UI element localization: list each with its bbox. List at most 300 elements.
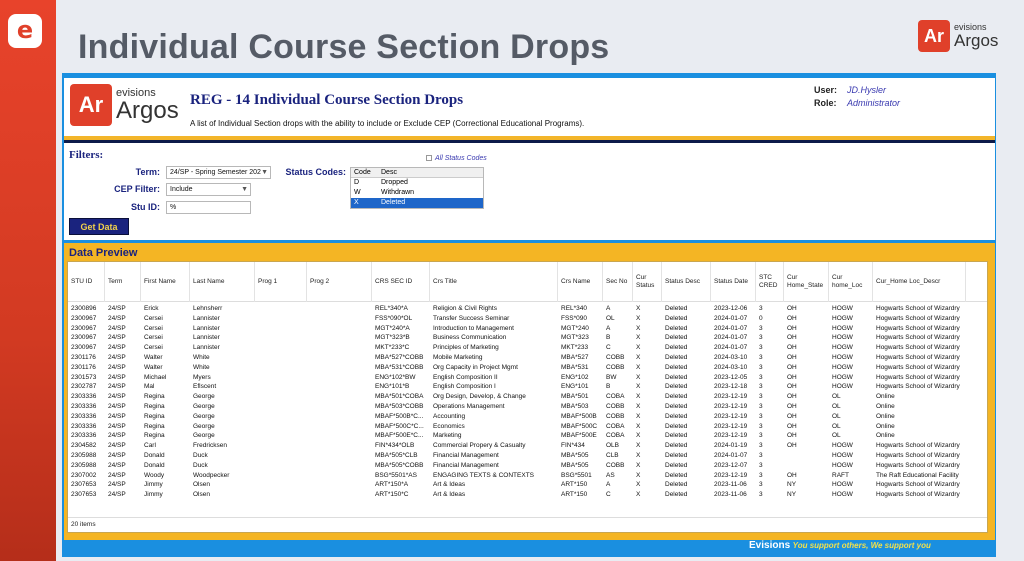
table-cell: 2023-12-19 [714, 403, 748, 410]
table-cell: Hogwarts School of Wizardry [876, 354, 960, 361]
table-cell: Regina [144, 393, 165, 401]
table-row[interactable] [68, 353, 987, 363]
table-cell: 24/SP [108, 373, 126, 381]
cep-filter-label: CEP Filter: [114, 184, 160, 194]
table-row[interactable] [68, 412, 987, 422]
status-option-withdrawn[interactable]: W Withdrawn [354, 189, 415, 196]
table-row[interactable] [68, 471, 987, 481]
table-cell: 24/SP [108, 481, 126, 489]
table-cell: X [636, 491, 641, 499]
table-cell: Mobile Marketing [433, 354, 483, 361]
table-cell: Art & Ideas [433, 491, 466, 499]
table-cell: X [636, 461, 641, 469]
table-cell: Hogwarts School of Wizardry [876, 344, 960, 352]
column-header[interactable]: STU ID [68, 262, 105, 302]
table-cell: REL*340 [561, 305, 588, 312]
table-cell: 2023-12-19 [714, 393, 748, 401]
table-cell: Regina [144, 412, 165, 420]
table-cell: George [193, 412, 215, 420]
table-cell: Hogwarts School of Wizardry [876, 383, 960, 391]
table-row[interactable] [68, 402, 987, 412]
table-cell: 2304582 [71, 442, 97, 450]
table-cell: X [636, 422, 641, 430]
table-cell: Hogwarts School of Wizardry [876, 324, 960, 332]
table-cell: Art & Ideas [433, 481, 466, 489]
table-cell: Deleted [665, 373, 688, 381]
table-cell: The Raft Educational Facility [876, 471, 959, 479]
table-cell: ART*150 [561, 481, 588, 489]
checkbox-icon [426, 155, 432, 161]
table-cell: Walter [144, 363, 163, 371]
table-cell: 3 [759, 442, 763, 450]
table-cell: OH [787, 334, 797, 342]
table-cell: 2023-12-06 [714, 305, 748, 312]
table-cell: 2303336 [71, 403, 97, 410]
report-argos-logo [70, 84, 179, 126]
table-cell: 2303336 [71, 422, 97, 430]
table-cell: OL [832, 422, 841, 430]
table-cell: Lehnsherr [193, 305, 223, 312]
filters-title: Filters: [69, 149, 104, 161]
status-codes-label: Status Codes: [285, 167, 346, 177]
table-cell: A [606, 305, 611, 312]
table-cell: OH [787, 383, 797, 391]
table-cell: 24/SP [108, 442, 126, 450]
table-cell: OLB [606, 442, 620, 450]
table-cell: 2300967 [71, 334, 97, 342]
status-option-deleted[interactable]: X Deleted [351, 198, 483, 208]
column-header[interactable]: Status Date [711, 262, 756, 302]
table-cell: 3 [759, 305, 763, 312]
table-cell: Org Capacity in Project Mgmt [433, 363, 518, 371]
table-cell: Deleted [665, 442, 688, 450]
table-cell: FSS*090*OL [375, 314, 413, 322]
table-cell: Woody [144, 471, 165, 479]
report-window [64, 78, 995, 540]
table-cell: COBB [606, 461, 625, 469]
table-cell: HOGW [832, 383, 853, 391]
table-cell: Woodpecker [193, 471, 230, 479]
table-cell: X [636, 471, 641, 479]
argos-logo-small: evisions [954, 22, 987, 32]
table-row[interactable] [68, 304, 987, 314]
table-cell: 24/SP [108, 471, 126, 479]
table-cell: 3 [759, 412, 763, 420]
table-row[interactable] [68, 324, 987, 334]
table-cell: George [193, 393, 215, 401]
table-cell: MGT*323*B [375, 334, 410, 342]
table-cell: COBB [606, 363, 625, 371]
table-cell: 3 [759, 403, 763, 410]
table-cell: MBA*505*COBB [375, 461, 424, 469]
table-cell: MKT*233 [561, 344, 589, 352]
column-header[interactable]: Crs Name [558, 262, 603, 302]
table-row[interactable] [68, 363, 987, 373]
table-row[interactable] [68, 441, 987, 451]
table-cell: Deleted [665, 314, 688, 322]
table-cell: MBAF*500E [561, 432, 597, 440]
table-cell: 2307653 [71, 481, 97, 489]
table-cell: MBAF*500C*C... [375, 422, 424, 430]
table-cell: COBA [606, 422, 625, 430]
table-cell: BSG*5501*AS [375, 471, 417, 479]
table-row[interactable] [68, 431, 987, 441]
table-cell: C [606, 344, 611, 352]
column-header[interactable]: STC CRED [756, 262, 784, 302]
table-cell: Hogwarts School of Wizardry [876, 373, 960, 381]
table-cell: MGT*240*A [375, 324, 410, 332]
report-subtitle: A list of Individual Section drops with the ability to include or Exclude CEP (Correctional Educational Programs). [190, 119, 585, 128]
table-cell: ART*150*A [375, 481, 409, 489]
table-cell: 3 [759, 432, 763, 440]
table-cell: Deleted [665, 481, 688, 489]
table-row[interactable] [68, 451, 987, 461]
table-cell: 2302787 [71, 383, 97, 391]
table-cell: 2024-01-07 [714, 344, 748, 352]
data-preview-title: Data Preview [69, 247, 138, 259]
column-header[interactable]: Last Name [190, 262, 255, 302]
table-cell: Regina [144, 422, 165, 430]
role-label: Role: [814, 98, 837, 108]
table-cell: Hogwarts School of Wizardry [876, 491, 960, 499]
all-status-codes-checkbox[interactable]: All Status Codes [426, 155, 487, 162]
table-cell: X [636, 432, 641, 440]
table-row[interactable] [68, 490, 987, 500]
chevron-down-icon: ▼ [261, 169, 268, 176]
report-header [64, 78, 995, 136]
column-header[interactable]: Status Desc [662, 262, 711, 302]
table-row[interactable] [68, 314, 987, 324]
table-cell: OH [787, 393, 797, 401]
table-row[interactable] [68, 373, 987, 383]
table-cell: MGT*240 [561, 324, 589, 332]
table-cell: Olsen [193, 481, 210, 489]
table-cell: Business Communication [433, 334, 507, 342]
table-cell: OL [832, 432, 841, 440]
table-cell: MBAF*500B*C... [375, 412, 424, 420]
table-cell: 3 [759, 452, 763, 459]
table-cell: Online [876, 422, 895, 430]
status-col-desc: Desc [381, 169, 397, 176]
table-cell: X [636, 314, 641, 322]
table-cell: Myers [193, 373, 211, 381]
table-cell: 3 [759, 471, 763, 479]
table-cell: 2301176 [71, 363, 96, 371]
table-cell: X [636, 354, 641, 361]
table-cell: 2303336 [71, 393, 97, 401]
table-cell: NY [787, 481, 797, 489]
table-cell: A [606, 481, 611, 489]
table-cell: Operations Management [433, 403, 505, 410]
table-cell: 24/SP [108, 422, 126, 430]
table-cell: 24/SP [108, 452, 126, 459]
table-cell: RAFT [832, 471, 849, 479]
table-cell: 24/SP [108, 314, 126, 322]
table-cell: MBA*531 [561, 363, 589, 371]
table-cell: 24/SP [108, 403, 126, 410]
table-cell: Online [876, 412, 895, 420]
table-cell: MBA*501 [561, 393, 589, 401]
table-row[interactable] [68, 480, 987, 490]
table-cell: 3 [759, 393, 763, 401]
table-row[interactable] [68, 392, 987, 402]
status-option-dropped[interactable]: D Dropped [354, 179, 408, 186]
table-cell: X [636, 481, 641, 489]
column-header[interactable]: Prog 2 [307, 262, 372, 302]
user-label: User: [814, 85, 838, 95]
table-cell: 2305988 [71, 452, 97, 459]
table-cell: HOGW [832, 305, 853, 312]
table-cell: Religion & Civil Rights [433, 305, 497, 312]
table-cell: MBA*503*COBB [375, 403, 424, 410]
column-header[interactable]: Sec No [603, 262, 633, 302]
table-cell: HOGW [832, 363, 853, 371]
footer-brand: Evisions [749, 540, 791, 551]
table-cell: 3 [759, 481, 763, 489]
get-data-button[interactable]: Get Data [69, 218, 129, 235]
table-cell: COBB [606, 354, 625, 361]
table-cell: Duck [193, 452, 208, 459]
term-select[interactable]: 24/SP - Spring Semester 202 ▼ [166, 166, 271, 179]
table-cell: Deleted [665, 432, 688, 440]
table-cell: 2023-12-18 [714, 383, 748, 391]
column-header[interactable]: First Name [141, 262, 190, 302]
table-cell: 3 [759, 373, 763, 381]
table-cell: COBA [606, 432, 625, 440]
table-cell: 0 [759, 314, 763, 322]
footer-tagline [749, 540, 931, 551]
column-header[interactable]: Crs Title [430, 262, 558, 302]
column-header[interactable]: Prog 1 [255, 262, 307, 302]
column-header[interactable]: Cur Status [633, 262, 662, 302]
table-cell: Cersei [144, 334, 163, 342]
table-cell: B [606, 334, 611, 342]
data-preview-panel [64, 243, 995, 540]
table-cell: OL [832, 412, 841, 420]
table-cell: HOGW [832, 314, 853, 322]
table-cell: 2300967 [71, 324, 97, 332]
status-codes-list[interactable] [350, 167, 484, 209]
table-cell: 2023-12-19 [714, 412, 748, 420]
table-cell: OH [787, 373, 797, 381]
table-cell: ENG*102*BW [375, 373, 416, 381]
column-header[interactable]: Term [105, 262, 141, 302]
table-cell: OL [606, 314, 615, 322]
table-cell: FIN*434 [561, 442, 585, 450]
table-cell: Online [876, 432, 895, 440]
table-cell: Lannister [193, 344, 220, 352]
evisions-logo-icon: e [8, 14, 42, 48]
table-cell: Deleted [665, 344, 688, 352]
table-cell: 24/SP [108, 334, 126, 342]
table-cell: BW [606, 373, 617, 381]
table-cell: 2024-01-19 [714, 442, 748, 450]
table-cell: X [636, 442, 641, 450]
table-cell: Olsen [193, 491, 210, 499]
table-cell: MBA*527 [561, 354, 589, 361]
table-cell: 2024-03-10 [714, 363, 748, 371]
table-cell: X [636, 452, 641, 459]
table-cell: Hogwarts School of Wizardry [876, 334, 960, 342]
table-cell: OH [787, 354, 797, 361]
table-cell: HOGW [832, 461, 853, 469]
table-cell: 2023-11-06 [714, 491, 747, 499]
table-row[interactable] [68, 422, 987, 432]
table-cell: COBA [606, 393, 625, 401]
table-cell: Principles of Marketing [433, 344, 499, 352]
table-cell: Jimmy [144, 491, 163, 499]
table-cell: 3 [759, 491, 763, 499]
table-cell: 2303336 [71, 432, 97, 440]
grid-header [68, 262, 987, 302]
table-cell: Accounting [433, 412, 466, 420]
table-cell: OH [787, 432, 797, 440]
table-cell: 3 [759, 363, 763, 371]
stu-id-label: Stu ID: [131, 202, 160, 212]
data-grid[interactable] [67, 261, 988, 533]
column-header[interactable]: Cur home_Loc [829, 262, 873, 302]
table-cell: 24/SP [108, 305, 126, 312]
table-cell: MBA*503 [561, 403, 589, 410]
table-cell: Economics [433, 422, 465, 430]
table-cell: Hogwarts School of Wizardry [876, 314, 960, 322]
table-cell: Deleted [665, 491, 688, 499]
table-cell: HOGW [832, 373, 853, 381]
table-cell: 3 [759, 344, 763, 352]
table-cell: Deleted [665, 452, 688, 459]
table-cell: Regina [144, 403, 165, 410]
table-cell: Hogwarts School of Wizardry [876, 442, 960, 450]
table-cell: Cersei [144, 314, 163, 322]
table-cell: Jimmy [144, 481, 163, 489]
table-cell: Financial Management [433, 461, 499, 469]
table-cell: Deleted [665, 363, 688, 371]
role-value: Administrator [847, 98, 901, 108]
table-cell: 24/SP [108, 412, 126, 420]
table-cell: HOGW [832, 442, 853, 450]
table-cell: HOGW [832, 452, 853, 459]
table-cell: Michael [144, 373, 167, 381]
table-cell: X [636, 373, 641, 381]
table-cell: HOGW [832, 344, 853, 352]
table-cell: NY [787, 491, 797, 499]
table-cell: 24/SP [108, 324, 126, 332]
table-cell: Lannister [193, 324, 220, 332]
table-cell: Online [876, 393, 895, 401]
table-cell: Deleted [665, 334, 688, 342]
argos-logo [918, 20, 998, 52]
table-cell: 2023-11-06 [714, 481, 747, 489]
table-cell: Duck [193, 461, 208, 469]
table-cell: 24/SP [108, 344, 126, 352]
table-cell: OH [787, 403, 797, 410]
table-cell: ENGAGING TEXTS & CONTEXTS [433, 471, 535, 479]
table-row[interactable] [68, 461, 987, 471]
table-cell: Hogwarts School of Wizardry [876, 461, 960, 469]
table-cell: X [636, 403, 641, 410]
table-cell: 2024-01-07 [714, 452, 748, 459]
table-cell: X [636, 344, 641, 352]
table-cell: 2024-01-07 [714, 324, 748, 332]
table-cell: CLB [606, 452, 619, 459]
table-cell: OH [787, 363, 797, 371]
table-cell: MBAF*500C [561, 422, 598, 430]
table-cell: MBA*505*CLB [375, 452, 418, 459]
column-header[interactable]: CRS SEC ID [372, 262, 430, 302]
table-cell: 24/SP [108, 383, 126, 391]
status-col-code: Code [354, 169, 371, 176]
table-cell: 2301573 [71, 373, 97, 381]
cep-filter-select[interactable]: Include ▼ [166, 183, 251, 196]
table-cell: MBA*527*COBB [375, 354, 424, 361]
table-cell: MBA*505 [561, 461, 589, 469]
grid-item-count: 20 items [68, 517, 987, 532]
table-cell: 2023-12-19 [714, 471, 748, 479]
table-cell: Hogwarts School of Wizardry [876, 363, 960, 371]
table-cell: 2024-01-07 [714, 334, 748, 342]
report-logo-small: evisions [116, 86, 156, 99]
table-cell: A [606, 324, 611, 332]
report-argos-badge-icon: Ar [70, 84, 112, 126]
table-row[interactable] [68, 343, 987, 353]
table-cell: Deleted [665, 412, 688, 420]
table-row[interactable] [68, 333, 987, 343]
table-cell: 2301176 [71, 354, 96, 361]
table-cell: COBB [606, 412, 625, 420]
report-logo-name: Argos [116, 96, 179, 124]
table-cell: X [636, 363, 641, 371]
table-cell: Walter [144, 354, 163, 361]
table-cell: Deleted [665, 393, 688, 401]
table-cell: 2024-01-07 [714, 314, 748, 322]
table-cell: Financial Management [433, 452, 499, 459]
table-cell: X [636, 393, 641, 401]
table-cell: Online [876, 403, 895, 410]
table-cell: 2307653 [71, 491, 97, 499]
table-cell: OH [787, 344, 797, 352]
table-cell: ENG*101 [561, 383, 589, 391]
table-cell: 2024-03-10 [714, 354, 748, 361]
table-cell: OH [787, 305, 797, 312]
column-header[interactable]: Cur_Home Loc_Descr [873, 262, 966, 302]
table-cell: English Composition I [433, 383, 496, 391]
report-title: REG - 14 Individual Course Section Drops [190, 92, 464, 108]
table-cell: Deleted [665, 324, 688, 332]
table-cell: Hogwarts School of Wizardry [876, 305, 960, 312]
table-cell: 3 [759, 324, 763, 332]
user-value: JD.Hysler [847, 85, 887, 95]
table-cell: Commercial Propery & Casualty [433, 442, 526, 450]
table-cell: 2307002 [71, 471, 97, 479]
table-cell: HOGW [832, 491, 853, 499]
table-cell: Cersei [144, 324, 163, 332]
table-cell: MBA*505 [561, 452, 589, 459]
table-cell: FIN*434*OLB [375, 442, 415, 450]
stu-id-input[interactable]: % [166, 201, 251, 214]
argos-badge-icon: Ar [918, 20, 950, 52]
table-cell: Transfer Success Seminar [433, 314, 510, 322]
table-cell: OH [787, 442, 797, 450]
table-cell: 2305988 [71, 461, 97, 469]
table-cell: 24/SP [108, 461, 126, 469]
table-cell: BSG*5501 [561, 471, 592, 479]
table-cell: ENG*102 [561, 373, 589, 381]
column-header[interactable]: Cur Home_State [784, 262, 829, 302]
table-row[interactable] [68, 382, 987, 392]
table-cell: Eflscent [193, 383, 217, 391]
table-cell: X [636, 334, 641, 342]
table-cell: OH [787, 324, 797, 332]
